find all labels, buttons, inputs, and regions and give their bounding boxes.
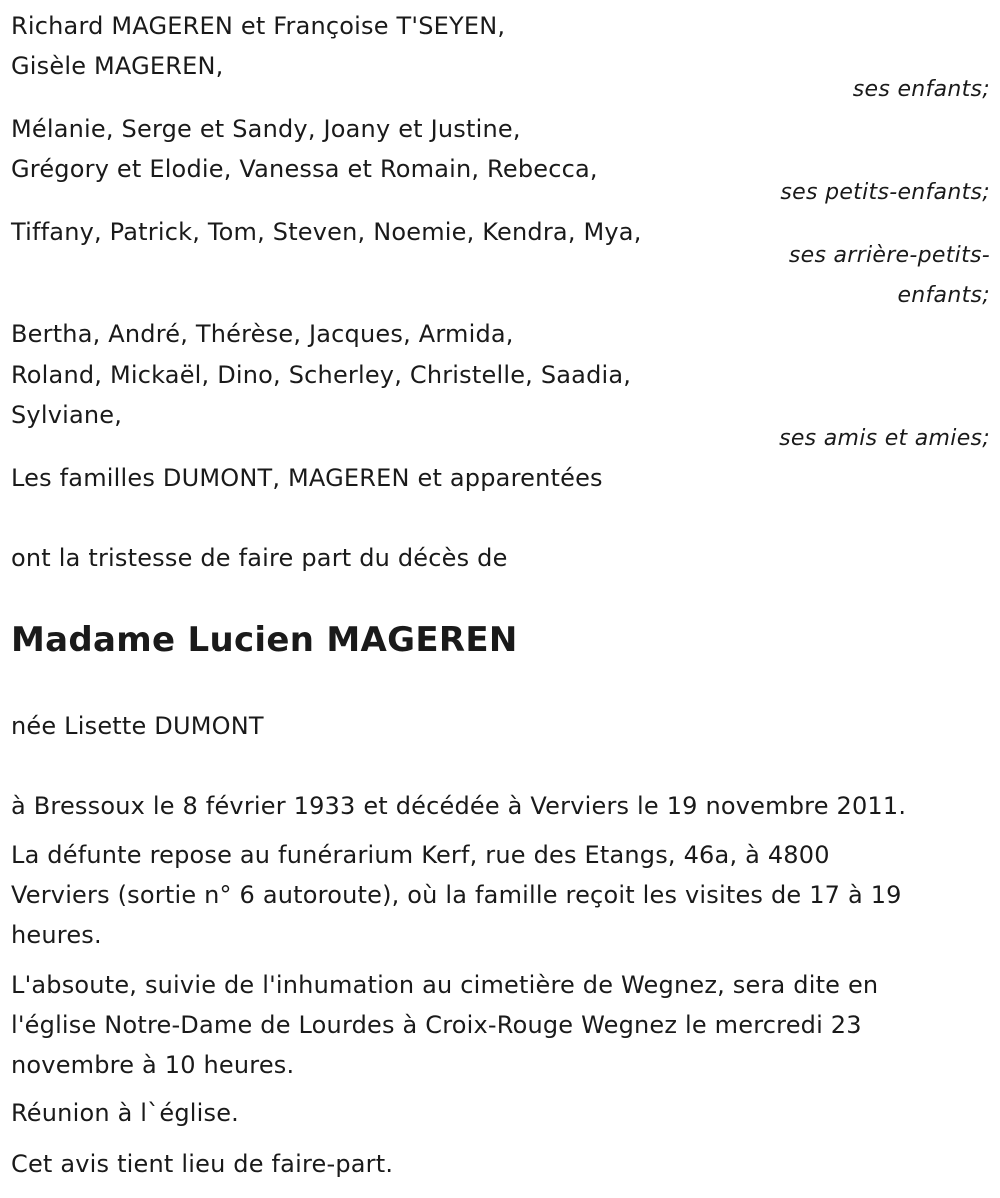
funerarium-line-3: heures. bbox=[11, 921, 102, 949]
friends-line-2: Roland, Mickaël, Dino, Scherley, Christelle, Saadia, bbox=[11, 361, 632, 389]
children-line-2: Gisèle MAGEREN, bbox=[11, 52, 224, 80]
families-line: Les familles DUMONT, MAGEREN et apparentées bbox=[11, 464, 603, 492]
children-label: ses enfants; bbox=[852, 77, 990, 102]
birth-death-line: à Bressoux le 8 février 1933 et décédée à Verviers le 19 novembre 2011. bbox=[11, 792, 907, 820]
funerarium-line-2: Verviers (sortie n° 6 autoroute), où la famille reçoit les visites de 17 à 19 bbox=[11, 881, 902, 909]
meeting-line: Réunion à l`église. bbox=[11, 1099, 240, 1127]
friends-line-3: Sylviane, bbox=[11, 401, 123, 429]
deceased-name: Madame Lucien MAGEREN bbox=[11, 620, 518, 660]
friends-line-1: Bertha, André, Thérèse, Jacques, Armida, bbox=[11, 320, 514, 348]
children-line-1: Richard MAGEREN et Françoise T'SEYEN, bbox=[11, 12, 506, 40]
great-grandchildren-label-2: enfants; bbox=[897, 283, 990, 308]
ceremony-line-1: L'absoute, suivie de l'inhumation au cimetière de Wegnez, sera dite en bbox=[11, 971, 879, 999]
funerarium-line-1: La défunte repose au funérarium Kerf, rue des Etangs, 46a, à 4800 bbox=[11, 841, 830, 869]
ceremony-line-2: l'église Notre-Dame de Lourdes à Croix-Rouge Wegnez le mercredi 23 bbox=[11, 1011, 862, 1039]
announcement-line: ont la tristesse de faire part du décès de bbox=[11, 544, 508, 572]
grandchildren-line-1: Mélanie, Serge et Sandy, Joany et Justine, bbox=[11, 115, 521, 143]
ceremony-line-3: novembre à 10 heures. bbox=[11, 1051, 295, 1079]
great-grandchildren-line-1: Tiffany, Patrick, Tom, Steven, Noemie, Kendra, Mya, bbox=[11, 218, 642, 246]
notice-line: Cet avis tient lieu de faire-part. bbox=[11, 1150, 394, 1178]
grandchildren-label: ses petits-enfants; bbox=[780, 180, 990, 205]
grandchildren-line-2: Grégory et Elodie, Vanessa et Romain, Rebecca, bbox=[11, 155, 598, 183]
great-grandchildren-label-1: ses arrière-petits- bbox=[788, 243, 990, 268]
maiden-name: née Lisette DUMONT bbox=[11, 712, 264, 740]
friends-label: ses amis et amies; bbox=[779, 426, 990, 451]
